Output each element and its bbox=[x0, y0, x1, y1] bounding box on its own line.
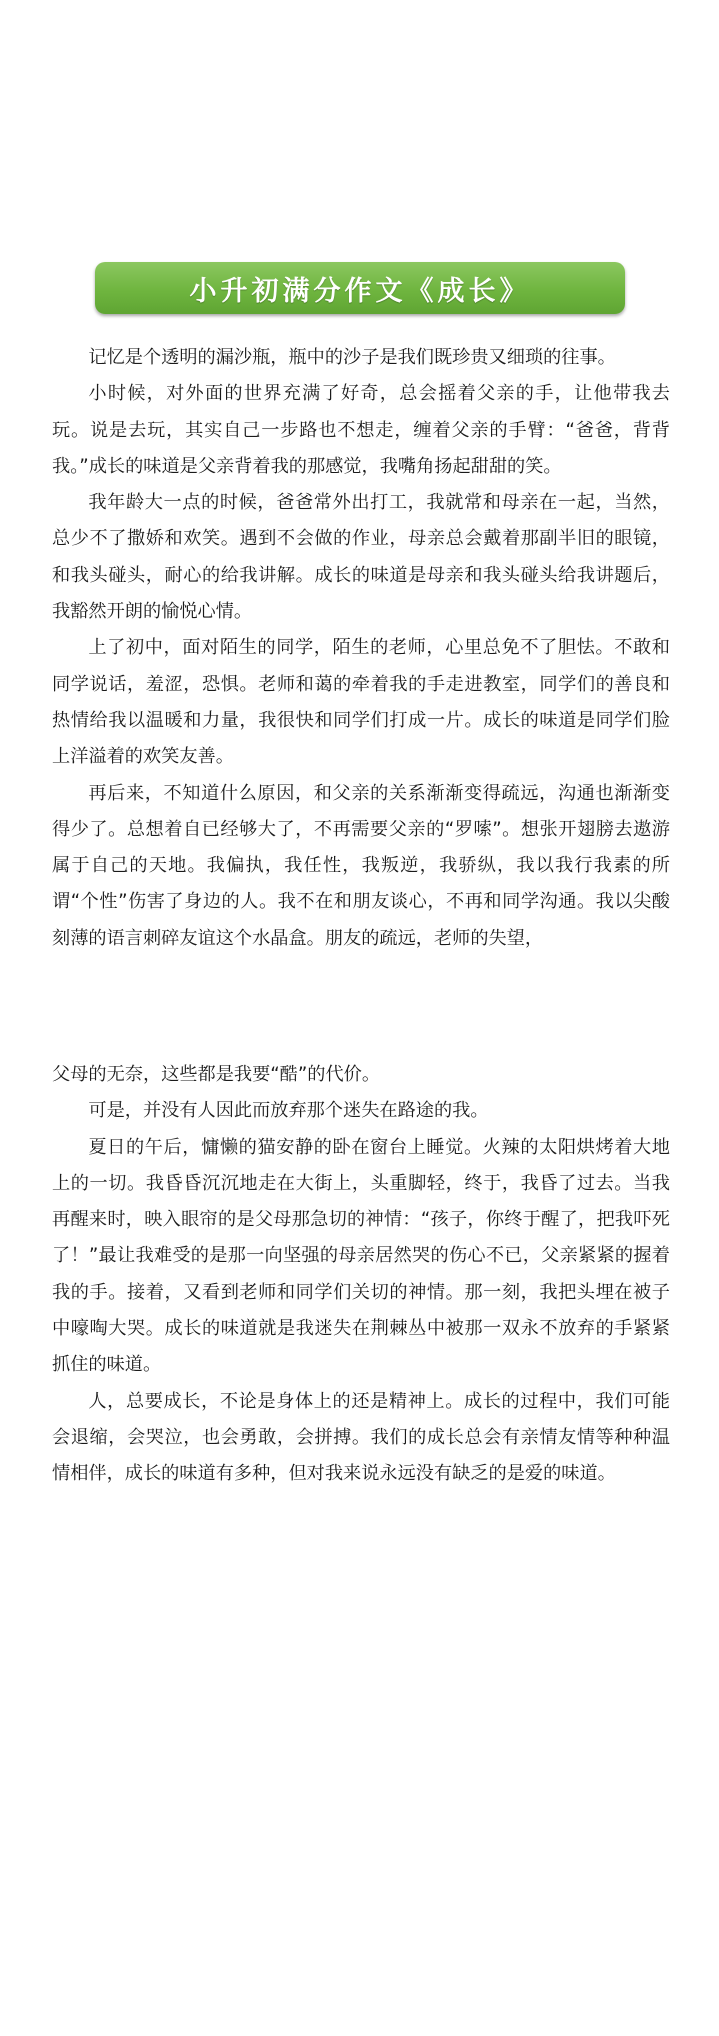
paragraph: 人，总要成长，不论是身体上的还是精神上。成长的过程中，我们可能会退缩，会哭泣，也会勇敢，会拼搏。我们的成长总会有亲情友情等种种温情相伴，成长的味道有多种，但对我来说永远没有缺乏的是爱的味道。 bbox=[52, 1390, 670, 1485]
paragraph: 上了初中，面对陌生的同学，陌生的老师，心里总免不了胆怯。不敢和同学说话，羞涩，恐惧。老师和蔼的牵着我的手走进教室，同学们的善良和热情给我以温暖和力量，我很快和同学们打成一片。成长的味道是同学们脸上洋溢着的欢笑友善。 bbox=[52, 637, 670, 768]
paragraph: 再后来，不知道什么原因，和父亲的关系渐渐变得疏远，沟通也渐渐变得少了。总想着自已经够大了，不再需要父亲的“罗嗦”。想张开翅膀去遨游属于自己的天地。我偏执，我任性，我叛逆，我骄纵，我以我行我素的所谓“个性”伤害了身边的人。我不在和朋友谈心，不再和同学沟通。我以尖酸刻薄的语言刺碎友谊这个水晶盒。朋友的疏远，老师的失望， bbox=[52, 782, 670, 949]
paragraph: 夏日的午后，慵懒的猫安静的卧在窗台上睡觉。火辣的太阳烘烤着大地上的一切。我昏昏沉沉地走在大街上，头重脚轻，终于，我昏了过去。当我再醒来时，映入眼帘的是父母那急切的神情：“孩子，你终于醒了，把我吓死了！”最让我难受的是那一向坚强的母亲居然哭的伤心不已，父亲紧紧的握着我的手。接着，又看到老师和同学们关切的神情。那一刻，我把头埋在被子中嚎啕大哭。成长的味道就是我迷失在荆棘丛中被那一双永不放弃的手紧紧抓住的味道。 bbox=[52, 1136, 670, 1376]
essay-section-2 bbox=[52, 1057, 670, 1493]
paragraph: 小时候，对外面的世界充满了好奇，总会摇着父亲的手，让他带我去玩。说是去玩，其实自己一步路也不想走，缠着父亲的手臂：“爸爸，背背我。”成长的味道是父亲背着我的那感觉，我嘴角扬起甜甜的笑。 bbox=[52, 383, 670, 477]
paragraph: 我年龄大一点的时候，爸爸常外出打工，我就常和母亲在一起，当然，总少不了撒娇和欢笑。遇到不会做的作业，母亲总会戴着那副半旧的眼镜，和我头碰头，耐心的给我讲解。成长的味道是母亲和我头碰头给我讲题后，我豁然开朗的愉悦心情。 bbox=[52, 492, 670, 623]
title-banner bbox=[95, 262, 625, 314]
paragraph: 可是，并没有人因此而放弃那个迷失在路途的我。 bbox=[88, 1100, 489, 1122]
paragraph: 记忆是个透明的漏沙瓶，瓶中的沙子是我们既珍贵又细琐的往事。 bbox=[88, 347, 616, 368]
essay-section-1 bbox=[52, 340, 670, 957]
paragraph-continuation: 父母的无奈，这些都是我要“酷”的代价。 bbox=[52, 1064, 381, 1085]
essay-title: 小升初满分作文《成长》 bbox=[189, 275, 531, 307]
